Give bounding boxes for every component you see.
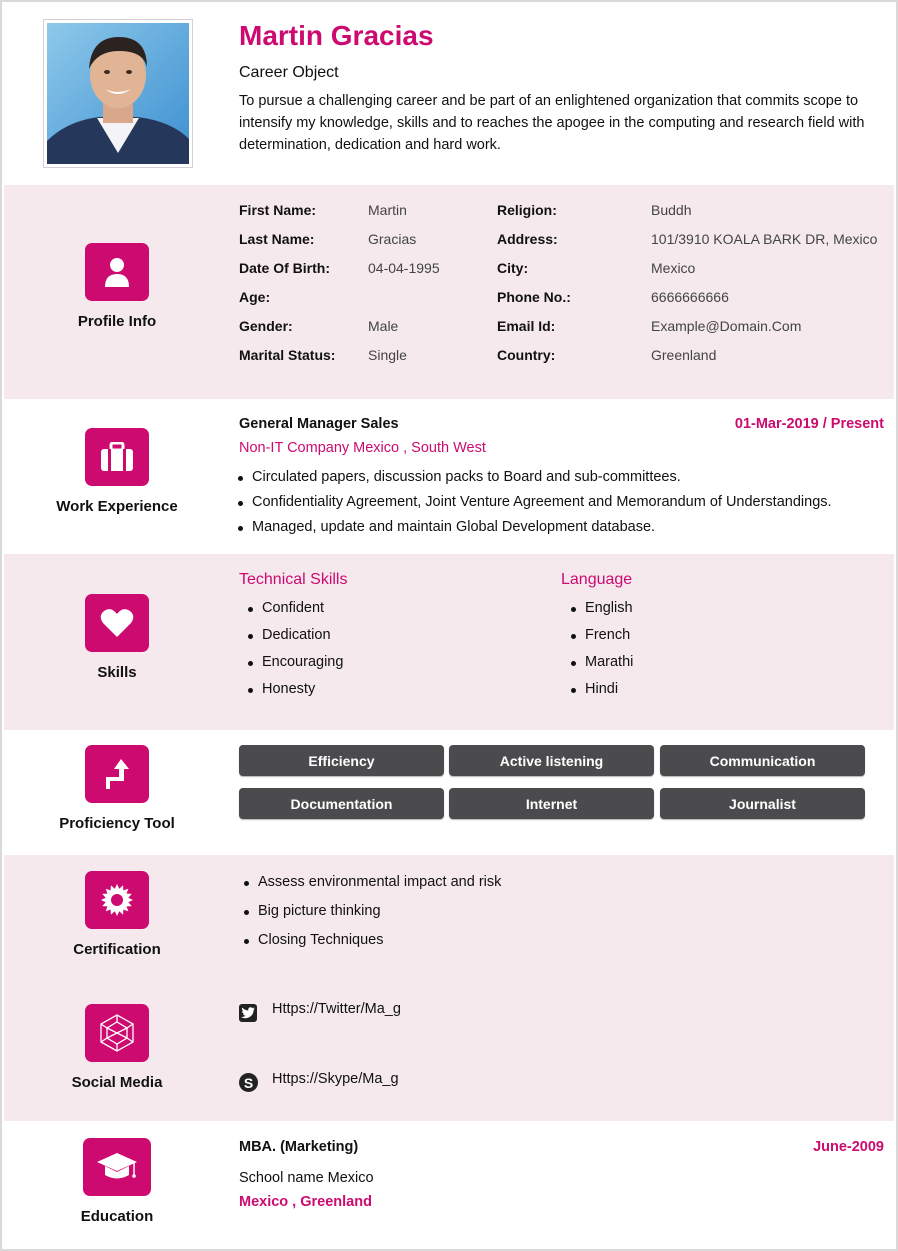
badge-icon	[85, 871, 149, 929]
profile-field-label: Age:	[239, 289, 271, 305]
language-title: Language	[561, 571, 633, 588]
work-section	[4, 399, 894, 554]
education-section	[4, 1121, 894, 1249]
profile-field-value: 04-04-1995	[368, 260, 440, 276]
polyhedron-icon	[85, 1004, 149, 1062]
skills-section	[4, 554, 894, 730]
certification-section-label: Certification	[73, 941, 161, 958]
career-objective-text: To pursue a challenging career and be part of an enlightened organization that commits scope to intensify my knowledge, skills and to reaches the apogee in the computing and research field with determination, dedication and hard work.	[239, 93, 865, 153]
list-item: Confidentiality Agreement, Joint Venture Agreement and Memorandum of Understandings.	[236, 494, 832, 519]
profile-field-value: 101/3910 KOALA BARK DR, Mexico	[651, 231, 878, 247]
social-section-label: Social Media	[71, 1074, 163, 1091]
certification-social-section	[4, 855, 894, 1121]
profile-field-value: Example@Domain.Com	[651, 318, 802, 334]
certification-list	[242, 874, 501, 961]
profile-field-value: Buddh	[651, 202, 692, 218]
profile-field-value: Single	[368, 347, 407, 363]
person-icon	[85, 243, 149, 301]
twitter-icon	[239, 1004, 257, 1022]
technical-skills-list	[246, 600, 343, 708]
list-item: Encouraging	[246, 654, 343, 681]
tool-pill: Efficiency	[239, 745, 444, 776]
proficiency-section	[4, 730, 894, 855]
profile-field-label: Gender:	[239, 318, 293, 334]
graduation-cap-icon	[83, 1138, 151, 1196]
twitter-link[interactable]: Https://Twitter/Ma_g	[272, 1001, 401, 1017]
briefcase-icon	[85, 428, 149, 486]
profile-field-label: Date Of Birth:	[239, 260, 330, 276]
list-item: Circulated papers, discussion packs to Board and sub-committees.	[236, 469, 832, 494]
education-date: June-2009	[813, 1139, 884, 1155]
tool-pill: Documentation	[239, 788, 444, 819]
tool-pill: Communication	[660, 745, 865, 776]
profile-field-value: Gracias	[368, 231, 417, 247]
list-item: Dedication	[246, 627, 343, 654]
profile-field-value: Mexico	[651, 260, 696, 276]
technical-skills-title: Technical Skills	[239, 571, 348, 588]
profile-field-value: Martin	[368, 202, 407, 218]
education-section-label: Education	[80, 1208, 154, 1225]
profile-section	[4, 185, 894, 399]
profile-field-label: Marital Status:	[239, 347, 336, 363]
profile-field-value: 6666666666	[651, 289, 729, 305]
proficiency-section-label: Proficiency Tool	[59, 815, 175, 832]
list-item: Managed, update and maintain Global Development database.	[236, 519, 832, 544]
list-item: French	[569, 627, 633, 654]
list-item: Closing Techniques	[242, 932, 501, 961]
work-sidebar	[4, 428, 230, 515]
company-name: Non-IT Company Mexico , South West	[239, 440, 486, 456]
tool-pill: Journalist	[660, 788, 865, 819]
skills-sidebar	[4, 594, 230, 681]
skype-icon: S	[239, 1073, 258, 1092]
profile-field-label: First Name:	[239, 202, 317, 218]
list-item: Assess environmental impact and risk	[242, 874, 501, 903]
job-date: 01-Mar-2019 / Present	[734, 416, 884, 432]
profile-field-label: Last Name:	[239, 231, 315, 247]
skype-link[interactable]: Https://Skype/Ma_g	[272, 1071, 399, 1087]
list-item: Honesty	[246, 681, 343, 708]
list-item: Marathi	[569, 654, 633, 681]
profile-photo	[43, 19, 193, 168]
candidate-name: Martin Gracias	[239, 20, 434, 51]
profile-field-label: Country:	[497, 347, 556, 363]
work-bullets	[236, 469, 832, 544]
profile-field-value: Male	[368, 318, 399, 334]
school-name: School name Mexico	[239, 1170, 374, 1186]
work-section-label: Work Experience	[56, 498, 178, 515]
language-list	[569, 600, 633, 708]
profile-section-label: Profile Info	[77, 313, 157, 330]
header-section	[4, 2, 894, 185]
tool-pill: Internet	[449, 788, 654, 819]
arrow-up-icon	[85, 745, 149, 803]
degree-title: MBA. (Marketing)	[239, 1139, 359, 1155]
profile-field-value: Greenland	[651, 347, 717, 363]
list-item: Big picture thinking	[242, 903, 501, 932]
profile-field-label: Email Id:	[497, 318, 556, 334]
list-item: Confident	[246, 600, 343, 627]
education-sidebar	[4, 1138, 230, 1225]
skills-section-label: Skills	[97, 664, 137, 681]
social-sidebar	[4, 1004, 230, 1091]
profile-field-label: City:	[497, 260, 529, 276]
proficiency-sidebar	[4, 745, 230, 832]
school-location: Mexico , Greenland	[239, 1194, 372, 1210]
profile-field-label: Address:	[497, 231, 558, 247]
profile-field-label: Phone No.:	[497, 289, 571, 305]
job-title: General Manager Sales	[239, 416, 399, 432]
tool-pill: Active listening	[449, 745, 654, 776]
career-objective-title: Career Object	[239, 64, 339, 81]
profile-field-label: Religion:	[497, 202, 557, 218]
heart-icon	[85, 594, 149, 652]
certification-sidebar	[4, 871, 230, 958]
profile-sidebar	[4, 243, 230, 330]
list-item: English	[569, 600, 633, 627]
list-item: Hindi	[569, 681, 633, 708]
